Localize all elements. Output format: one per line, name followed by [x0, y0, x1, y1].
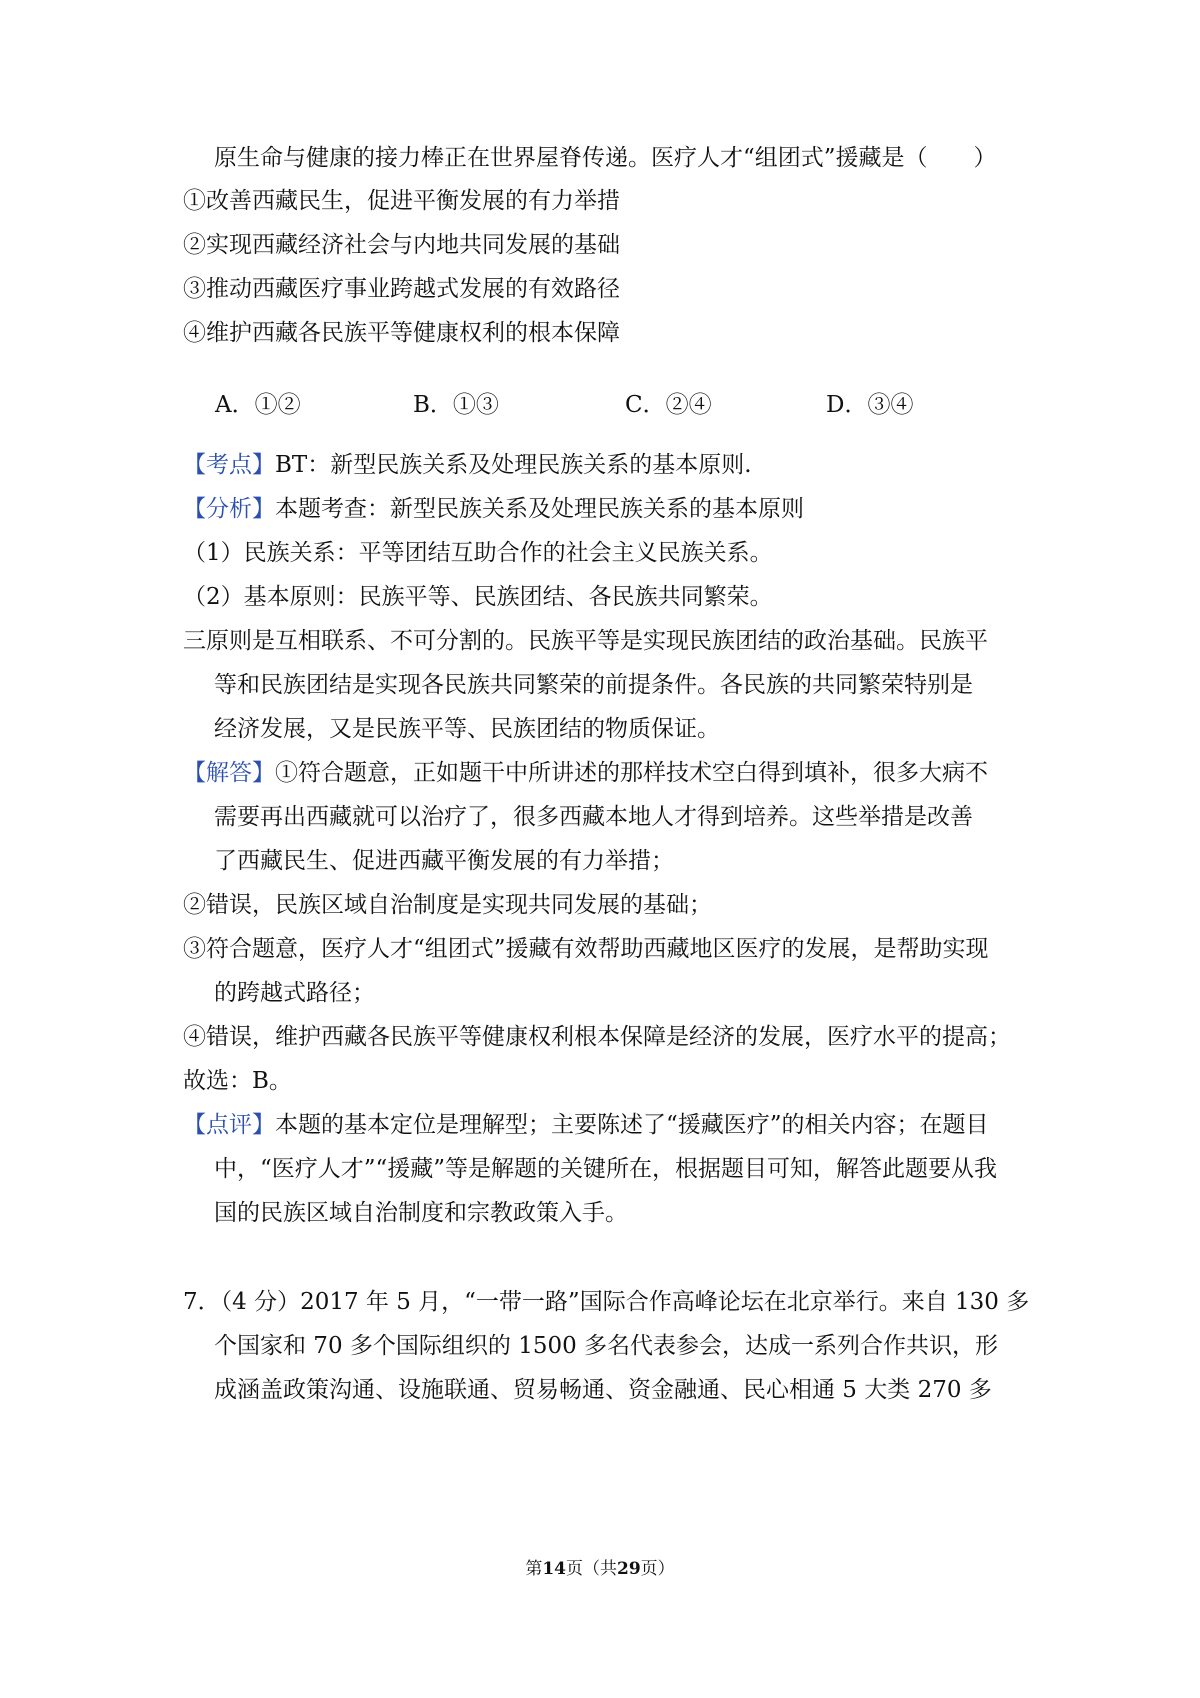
dianping-line-2: 中，“医疗人才”“援藏”等是解题的关键所在，根据题目可知，解答此题要从我: [214, 1156, 998, 1182]
footer-middle: 页（共: [566, 1559, 617, 1579]
next-question-line-2: 个国家和 70 多个国际组织的 1500 多名代表参会，达成一系列合作共识，形: [214, 1333, 999, 1359]
dianping-line-3: 国的民族区域自治制度和宗教政策入手。: [214, 1200, 628, 1226]
fenxi-text: 本题考查：新型民族关系及处理民族关系的基本原则: [275, 496, 804, 522]
jieda-line: [183, 758, 988, 788]
jieda-line-6: 的跨越式路径；: [214, 980, 375, 1006]
answer-line: 故选：B。: [183, 1068, 292, 1094]
analysis-point-1: （1）民族关系：平等团结互助合作的社会主义民族关系。: [183, 540, 773, 566]
statement-4: ④维护西藏各民族平等健康权利的根本保障: [183, 320, 620, 346]
next-question-line-3: 成涵盖政策沟通、设施联通、贸易畅通、资金融通、民心相通 5 大类 270 多: [214, 1377, 992, 1403]
option-d: D．③④: [826, 392, 914, 418]
analysis-point-2: （2）基本原则：民族平等、民族团结、各民族共同繁荣。: [183, 584, 773, 610]
analysis-paragraph-line-2: 等和民族团结是实现各民族共同繁荣的前提条件。各民族的共同繁荣特别是: [214, 672, 973, 698]
dianping-text: 本题的基本定位是理解型；主要陈述了“援藏医疗”的相关内容；在题目: [275, 1112, 989, 1138]
kaodian-line: [183, 450, 752, 480]
dianping-tag: 【点评】: [183, 1112, 275, 1138]
statement-1: ①改善西藏民生，促进平衡发展的有力举措: [183, 188, 620, 214]
statement-2: ②实现西藏经济社会与内地共同发展的基础: [183, 232, 620, 258]
analysis-paragraph-line-3: 经济发展，又是民族平等、民族团结的物质保证。: [214, 716, 720, 742]
analysis-paragraph-line-1: 三原则是互相联系、不可分割的。民族平等是实现民族团结的政治基础。民族平: [183, 628, 988, 654]
statement-3: ③推动西藏医疗事业跨越式发展的有效路径: [183, 276, 620, 302]
jieda-tag: 【解答】: [183, 760, 275, 786]
jieda-line-5: ③符合题意，医疗人才“组团式”援藏有效帮助西藏地区医疗的发展，是帮助实现: [183, 936, 989, 962]
footer-prefix: 第: [525, 1559, 543, 1579]
option-c: C．②④: [625, 392, 712, 418]
footer-page-number: 14: [542, 1559, 566, 1579]
dianping-line: [183, 1110, 989, 1140]
question-stem-tail: 原生命与健康的接力棒正在世界屋脊传递。医疗人才“组团式”援藏是（ ）: [214, 145, 997, 171]
jieda-text: ①符合题意，正如题干中所讲述的那样技术空白得到填补，很多大病不: [275, 760, 988, 786]
answer-options: [215, 390, 935, 424]
kaodian-text: BT：新型民族关系及处理民族关系的基本原则.: [275, 452, 752, 478]
footer-total-pages: 29: [617, 1559, 641, 1579]
option-a: A．①②: [215, 392, 301, 418]
jieda-line-7: ④错误，维护西藏各民族平等健康权利根本保障是经济的发展，医疗水平的提高；: [183, 1024, 1011, 1050]
fenxi-line: [183, 494, 804, 524]
next-question-line-1: 7．（4 分）2017 年 5 月，“一带一路”国际合作高峰论坛在北京举行。来自 130 多: [183, 1289, 1030, 1315]
option-b: B．①③: [413, 392, 499, 418]
jieda-line-3: 了西藏民生、促进西藏平衡发展的有力举措；: [214, 848, 674, 874]
jieda-line-2: 需要再出西藏就可以治疗了，很多西藏本地人才得到培养。这些举措是改善: [214, 804, 973, 830]
page-footer: [0, 1558, 1200, 1580]
footer-suffix: 页）: [640, 1559, 675, 1579]
kaodian-tag: 【考点】: [183, 452, 275, 478]
fenxi-tag: 【分析】: [183, 496, 275, 522]
jieda-line-4: ②错误，民族区域自治制度是实现共同发展的基础；: [183, 892, 712, 918]
